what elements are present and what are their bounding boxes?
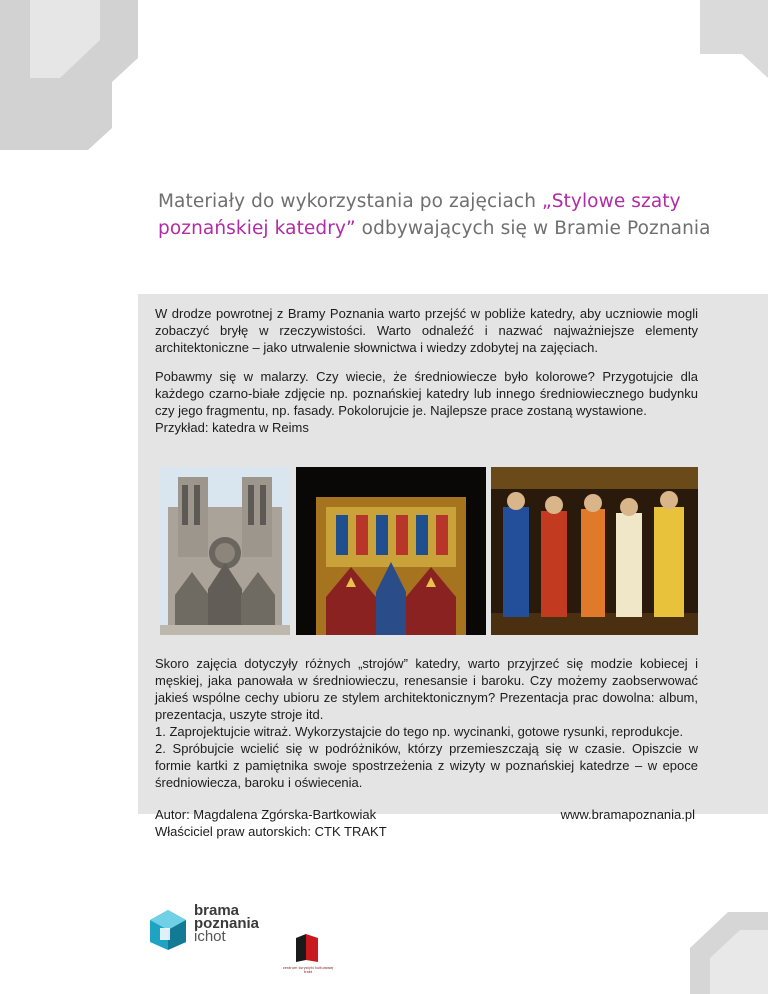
owner-credit: Właściciel praw autorskich: CTK TRAKT — [155, 824, 387, 839]
title-part1: Materiały do wykorzystania po zajęciach — [158, 191, 543, 212]
footer-credits — [155, 806, 387, 840]
ctk-trakt-logo-icon — [288, 932, 328, 964]
photo-colored-facade — [296, 467, 486, 635]
photo-painted-statues — [491, 467, 698, 635]
deco-shape-top-right — [700, 0, 768, 78]
website-link[interactable]: www.bramapoznania.pl — [560, 807, 695, 822]
title-accent: „Stylowe szaty poznańskiej katedry” — [158, 191, 681, 239]
example-label: Przykład: katedra w Reims — [155, 420, 309, 435]
paragraph-painting-text: Pobawmy się w malarzy. Czy wiecie, że średniowiecze było kolorowe? Przygotujcie dla każdego czarno-białe zdjęcie np. poznańskiej katedry lub innego średniowiecznego budynku czy jego fragmentu, np. fasady. Pokolorujcie je. Najlepsze prace zostaną wystawione. — [155, 369, 698, 418]
paragraph-fashion — [155, 655, 698, 791]
brama-poznania-logo-text — [194, 904, 259, 943]
photo-reims-facade — [160, 467, 290, 635]
ctk-trakt-logo-text: centrum turystyki kulturowej trakt — [282, 966, 334, 974]
brama-poznania-logo-icon — [146, 906, 192, 952]
task-item-2: 2. Spróbujcie wcielić się w podróżników, którzy przemieszczają się w czasie. Opiszcie w formie kartki z pamiętnika swoje spostrzeżenia z wizyty w poznańskiej katedrze – w epoce średniowiecza, baroku i oświecenia. — [155, 741, 698, 790]
task-item-1: 1. Zaprojektujcie witraż. Wykorzystajcie do tego np. wycinanki, gotowe rysunki, reprodukcje. — [155, 724, 684, 739]
author-credit: Autor: Magdalena Zgórska-Bartkowiak — [155, 807, 377, 822]
title-part2: odbywających się w Bramie Poznania — [355, 218, 711, 239]
logo-line-ichot: ichot — [194, 928, 226, 945]
paragraph-fashion-text: Skoro zajęcia dotyczyły różnych „strojów” katedry, warto przyjrzeć się modzie kobiecej i męskiej, jaka panowała w średniowieczu, renesansie i baroku. Czy możemy zaobserwować jakieś wspólne cechy ubioru ze stylem architektonicznym? Prezentacja prac dowolna: album, prezentacja, uszyte stroje itd. — [155, 656, 698, 722]
logo-line-brama: brama — [194, 902, 240, 919]
paragraph-visit-cathedral: W drodze powrotnej z Bramy Poznania warto przejść w pobliże katedry, aby uczniowie mogli zobaczyć bryłę w rzeczywistości. Warto odnaleźć i nazwać najważniejsze elementy architektoniczne – jako utrwalenie słownictwa i wiedzy zdobytej na zajęciach. — [155, 306, 698, 355]
paragraph-painting — [155, 368, 698, 436]
logo-line-poznania: poznania — [194, 915, 260, 932]
page-title — [158, 188, 718, 242]
